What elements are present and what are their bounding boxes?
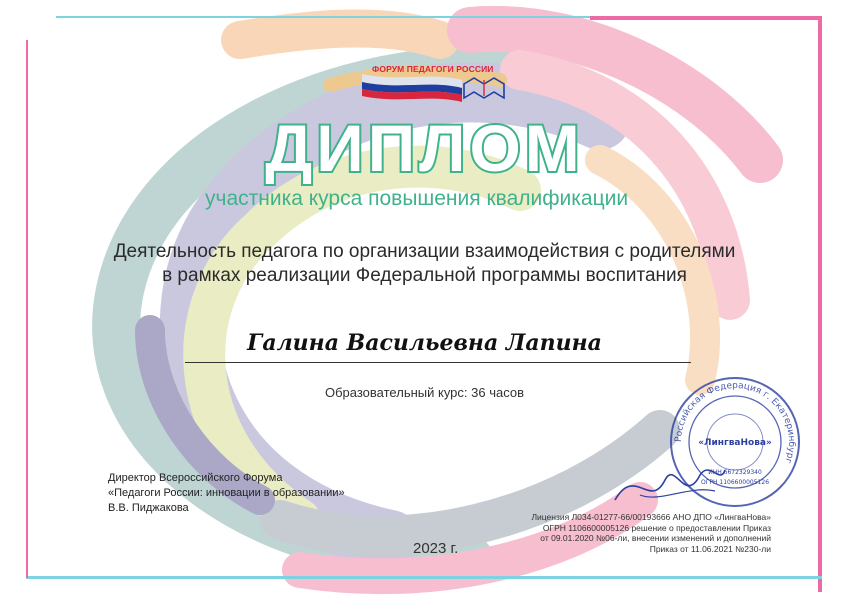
director-line1: Директор Всероссийского Форума	[108, 472, 283, 484]
recipient-name: Галина Васильевна Лапина	[247, 330, 602, 356]
forum-logo-text: ФОРУМ ПЕДАГОГИ РОССИИ	[372, 64, 494, 74]
stamp-ogrn-text: ОГРН 1106600005126	[700, 479, 770, 486]
signature-scribble	[610, 455, 730, 515]
diploma-title: ДИПЛОМ	[265, 111, 584, 185]
license-block	[471, 512, 771, 554]
director-block	[108, 471, 345, 516]
license-line4: Приказ от 11.06.2021 №230-ли	[649, 543, 771, 554]
course-title	[0, 240, 849, 288]
frame-bottom-line	[26, 576, 822, 579]
license-line2: ОГРН 1106600005126 решение о предоставлении Приказ	[542, 522, 771, 533]
license-line1: Лицензия Л034-01277-66/00193666 АНО ДПО «ЛингваНова»	[531, 512, 771, 522]
stamp-ring-text: Российская Федерация г. Екатеринбург	[673, 380, 797, 465]
stamp-center-text: «ЛингваНова»	[698, 438, 772, 448]
course-title-line2: в рамках реализации Федеральной программы воспитания	[162, 265, 687, 286]
diploma-year: 2023 г.	[413, 540, 459, 557]
director-line2: «Педагоги России: инновации в образовании»	[108, 487, 345, 499]
frame-right-line	[818, 16, 822, 592]
course-hours: Образовательный курс: 36 часов	[325, 385, 524, 400]
course-title-line1: Деятельность педагога по организации взаимодействия с родителями	[113, 241, 736, 262]
license-line3: от 09.01.2020 №06-ли, внесении изменений и дополнений	[540, 533, 771, 543]
director-name: В.В. Пиджакова	[108, 502, 189, 514]
stamp-inn-text: ИНН 6672329340	[708, 469, 762, 476]
recipient-underline	[185, 362, 691, 363]
frame-top-pink	[590, 16, 822, 20]
forum-logo	[360, 62, 510, 104]
diploma-subtitle: участника курса повышения квалификации	[205, 187, 629, 210]
